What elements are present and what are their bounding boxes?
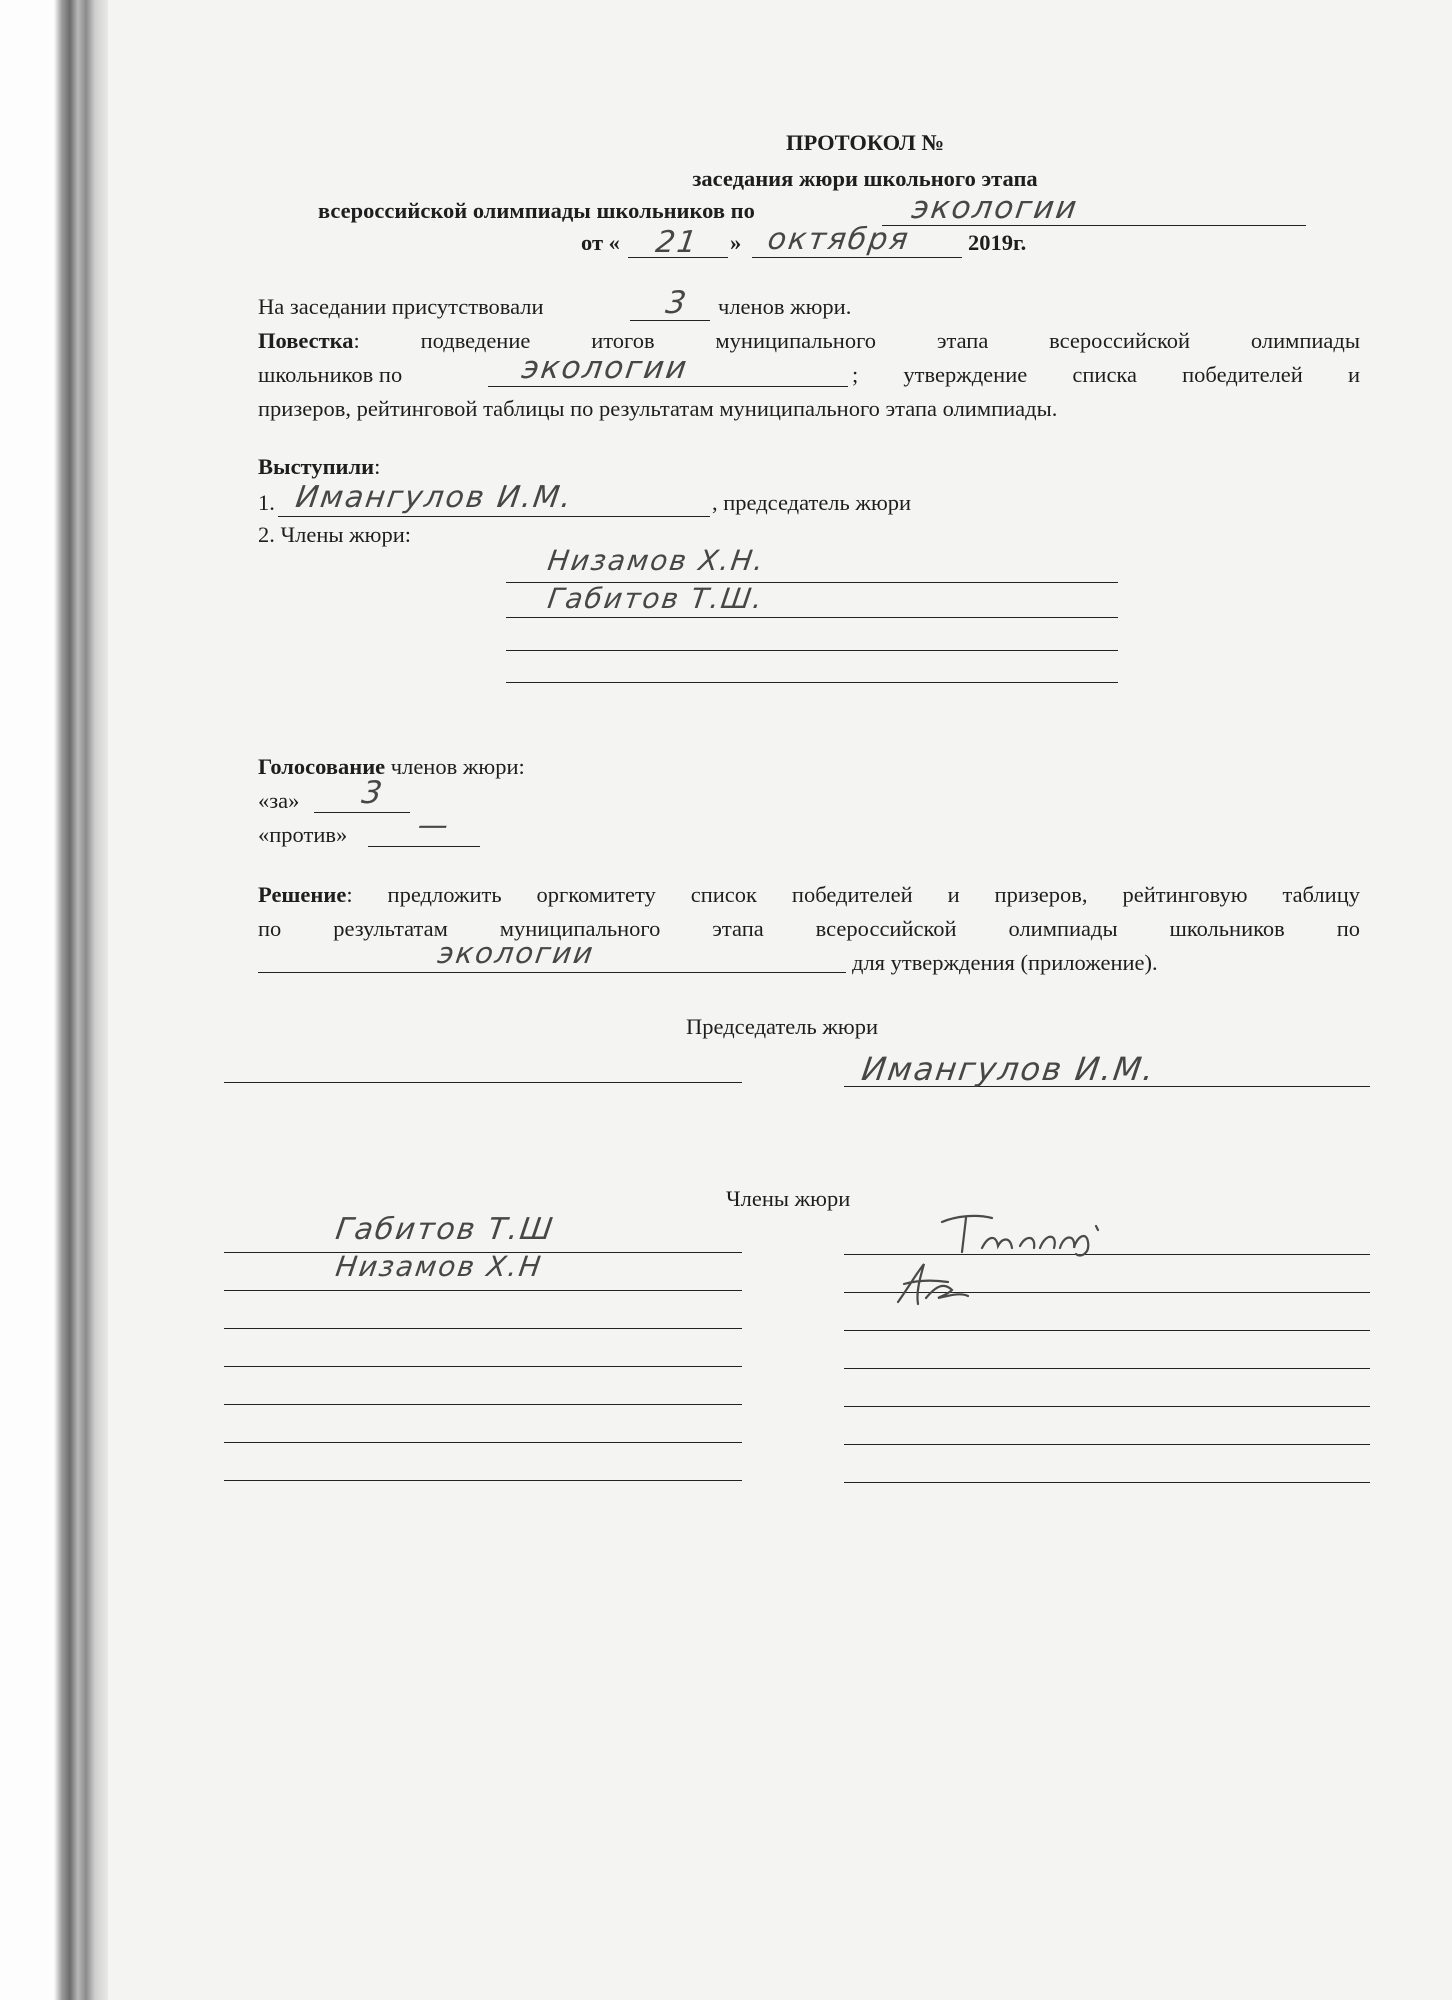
decision-label: Решение xyxy=(258,882,347,907)
member-1-handwritten: Низамов Х.Н. xyxy=(545,544,768,577)
speakers-heading xyxy=(258,456,380,479)
vote-for-blank-line xyxy=(314,812,410,813)
speakers-colon: : xyxy=(374,454,381,479)
vote-for-handwritten: 3 xyxy=(359,775,387,811)
member-blank-line-3 xyxy=(506,650,1118,651)
jury-signature-2 xyxy=(890,1258,1000,1308)
chairman-label: Председатель жюри xyxy=(686,1014,879,1039)
vote-against-handwritten: — xyxy=(415,808,453,843)
jury-left-line-3 xyxy=(224,1328,742,1329)
jury-left-line-6 xyxy=(224,1442,742,1443)
attendance-prefix: На заседании присутствовали xyxy=(258,294,544,319)
vote-against-blank-line xyxy=(368,846,480,847)
agenda-label: Повестка xyxy=(258,328,354,353)
vote-for-label: «за» xyxy=(258,788,300,813)
jury-left-line-5 xyxy=(224,1404,742,1405)
title-line-2: всероссийской олимпиады школьников по xyxy=(318,198,755,223)
decision-subject-handwritten: экологии xyxy=(435,936,597,970)
member-blank-line-2 xyxy=(506,617,1118,618)
jury-right-line-3 xyxy=(844,1330,1370,1331)
decision-text-1: : предложить оргкомитету список победителей и призеров, рейтинговую таблицу xyxy=(346,882,1360,907)
jury-left-line-7 xyxy=(224,1480,742,1481)
agenda-subject-handwritten: экологии xyxy=(519,350,691,386)
month-blank-line xyxy=(752,257,962,258)
decision-line-2: по результатам муниципального этапа всероссийской олимпиады школьников по xyxy=(258,916,1360,941)
attendance-count-handwritten: 3 xyxy=(663,285,691,321)
month-handwritten: октября xyxy=(765,222,913,257)
date-mid: » xyxy=(730,230,742,255)
jury-right-line-4 xyxy=(844,1368,1370,1369)
jury-members-label: 2. Члены жюри: xyxy=(258,522,412,547)
agenda-line-1 xyxy=(258,330,1360,353)
decision-subject-blank-line xyxy=(258,972,846,973)
jury-signature-1 xyxy=(936,1208,1116,1258)
voting-label-suffix: членов жюри: xyxy=(385,754,525,779)
jury-left-line-2 xyxy=(224,1290,742,1291)
attendance-suffix: членов жюри. xyxy=(718,294,852,319)
agenda-subject-blank-line xyxy=(488,386,848,387)
jury-right-line-6 xyxy=(844,1444,1370,1445)
jury-left-line-4 xyxy=(224,1366,742,1367)
voting-label: Голосование xyxy=(258,754,386,779)
title-line-1: заседания жюри школьного этапа xyxy=(692,166,1038,191)
member-blank-line-4 xyxy=(506,682,1118,683)
document-title: ПРОТОКОЛ № xyxy=(786,130,944,155)
jury-right-line-5 xyxy=(844,1406,1370,1407)
speaker-1-blank-line xyxy=(278,516,710,517)
day-handwritten: 21 xyxy=(653,225,701,260)
speaker-1-handwritten: Имангулов И.М. xyxy=(293,480,576,515)
vote-against-label: «против» xyxy=(258,822,348,847)
subject-handwritten: экологии xyxy=(909,190,1081,226)
jury-label: Члены жюри xyxy=(726,1186,851,1211)
decision-line-1 xyxy=(258,884,1360,907)
agenda-line-2-suffix: ; утверждение списка победителей и xyxy=(852,362,1360,387)
jury-name-2-handwritten: Низамов Х.Н xyxy=(333,1250,545,1283)
date-prefix: от « xyxy=(581,230,620,255)
date-suffix: 2019г. xyxy=(968,230,1027,255)
member-2-handwritten: Габитов Т.Ш. xyxy=(545,582,767,615)
agenda-line-3: призеров, рейтинговой таблицы по результатам муниципального этапа олимпиады. xyxy=(258,396,1058,421)
chairman-name-handwritten: Имангулов И.М. xyxy=(859,1050,1158,1088)
agenda-line-2-prefix: школьников по xyxy=(258,362,403,387)
binding-edge-shadow xyxy=(0,0,108,2000)
speakers-label: Выступили xyxy=(258,454,375,479)
jury-name-1-handwritten: Габитов Т.Ш xyxy=(333,1212,557,1247)
jury-right-line-7 xyxy=(844,1482,1370,1483)
speaker-1-role: , председатель жюри xyxy=(712,490,912,515)
voting-heading xyxy=(258,756,525,779)
chairman-sign-line-left xyxy=(224,1082,742,1083)
speaker-1-number: 1. xyxy=(258,490,275,515)
decision-line-3-suffix: для утверждения (приложение). xyxy=(852,950,1158,975)
agenda-text-1: : подведение итогов муниципального этапа всероссийской олимпиады xyxy=(353,328,1360,353)
